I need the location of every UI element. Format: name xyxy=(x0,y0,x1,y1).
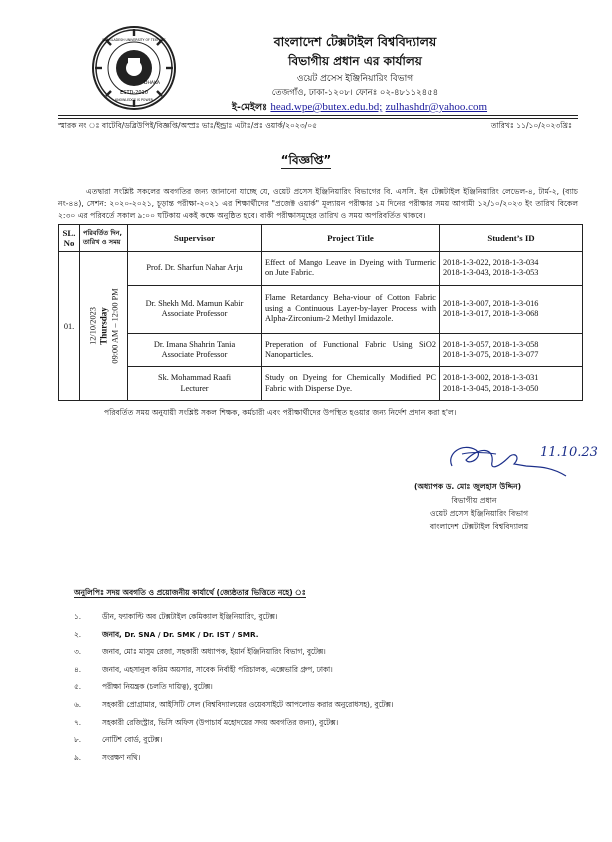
list-item xyxy=(74,718,393,736)
cell-student-ids xyxy=(440,252,583,286)
cell-project: Effect of Mango Leave in Dyeing with Turmeric on Jute Fabric. xyxy=(262,252,440,286)
exam-day: Thursday xyxy=(98,307,108,345)
student-id-line: 2018-1-3-017, 2018-1-3-068 xyxy=(443,309,539,319)
cell-sl: 01. xyxy=(59,252,80,401)
notice-title xyxy=(0,152,612,172)
supervisor-name: Sk. Mohammad Raafi xyxy=(157,373,232,383)
signatory-department: ওয়েট প্রসেস ইঞ্জিনিয়ারিং বিভাগ xyxy=(429,509,529,518)
list-item xyxy=(74,630,393,648)
signatory-name: (অধ্যাপক ড. মোঃ জুলহাস উদ্দিন) xyxy=(414,482,522,491)
list-item xyxy=(74,682,393,700)
signatory-designation: বিভাগীয় প্রধান xyxy=(451,496,497,505)
list-item-number: ৯. xyxy=(74,752,82,762)
list-item-text: সহকারী প্রোগ্রামার, আইসিটি সেল (বিশ্ববিদ্যালয়ের ওয়েবসাইটে আপলোড করার অনুরোধসহ), বুটেক্স। xyxy=(102,699,394,709)
student-id-line: 2018-1-3-057, 2018-1-3-058 xyxy=(443,339,539,349)
logo-year: ESTD-2010 xyxy=(120,90,148,96)
list-item xyxy=(74,700,393,718)
header-divider xyxy=(58,115,578,116)
supervisor-name: Prof. Dr. Sharfun Nahar Arju xyxy=(146,263,243,273)
cell-project: Study on Dyeing for Chemically Modified PC Fabric with Disperse Dye. xyxy=(262,367,440,401)
list-item-text: জনাব, Dr. SNA / Dr. SMK / Dr. IST / SMR. xyxy=(102,629,259,639)
student-id-line: 2018-1-3-007, 2018-1-3-016 xyxy=(443,298,539,308)
signatory-university: বাংলাদেশ টেক্সটাইল বিশ্ববিদ্যালয় xyxy=(429,522,529,531)
cell-supervisor xyxy=(128,333,262,367)
department-name: ওয়েট প্রসেস ইঞ্জিনিয়ারিং বিভাগ xyxy=(296,74,414,84)
student-id-line: 2018-1-3-045, 2018-1-3-050 xyxy=(443,383,539,393)
schedule-table xyxy=(58,224,583,401)
university-logo xyxy=(92,26,176,110)
logo-city: DHAKA xyxy=(144,81,160,86)
cell-student-ids xyxy=(440,367,583,401)
list-item xyxy=(74,612,393,630)
header-supervisor: Supervisor xyxy=(128,225,262,252)
university-name: বাংলাদেশ টেক্সটাইল বিশ্ববিদ্যালয় xyxy=(273,34,437,49)
signature-date: 11.10.23 xyxy=(540,445,598,460)
student-id-line: 2018-1-3-075, 2018-1-3-077 xyxy=(443,350,539,360)
cell-project: Preperation of Functional Fabric Using SiO2 Nanoparticles. xyxy=(262,333,440,367)
table-row xyxy=(59,333,583,367)
table-row xyxy=(59,252,583,286)
header-project: Project Title xyxy=(262,225,440,252)
email-line xyxy=(232,101,487,116)
list-item-number: ৮. xyxy=(74,735,82,745)
list-item-text: জনাব, মোঃ মাসুম রেজা, সহকারী অধ্যাপক, ইয়ার্ন ইঞ্জিনিয়ারিং বিভাগ, বুটেক্স। xyxy=(102,647,326,657)
list-item-text: সহকারী রেজিস্ট্রার, ভিসি অফিস (উপাচার্য মহোদয়ের সদয় অবগতির জন্য), বুটেক্স। xyxy=(102,717,339,727)
list-item-number: ৬. xyxy=(74,699,82,709)
list-item-text: পরীক্ষা নিয়ন্ত্রক (চলতি দায়িত্ব), বুটেক্স। xyxy=(102,682,213,692)
list-item-number: ৩. xyxy=(74,647,82,657)
table-header-row xyxy=(59,225,583,252)
table-row xyxy=(59,367,583,401)
supervisor-title: Lecturer xyxy=(180,383,209,393)
email-link-1[interactable]: head.wpe@butex.edu.bd; xyxy=(270,101,383,113)
list-item-number: ৪. xyxy=(74,664,82,674)
header-divider-thin xyxy=(58,118,578,119)
list-item xyxy=(74,665,393,683)
exam-time: 09:00 AM – 12:00 PM xyxy=(110,288,119,364)
list-item xyxy=(74,647,393,665)
student-id-line: 2018-1-3-002, 2018-1-3-031 xyxy=(443,373,539,383)
student-id-line: 2018-1-3-022, 2018-1-3-034 xyxy=(443,257,539,267)
list-item-number: ১. xyxy=(74,612,82,621)
cell-supervisor xyxy=(128,285,262,333)
email-link-2[interactable]: zulhashdr@yahoo.com xyxy=(385,101,488,113)
list-item-number: ২. xyxy=(74,629,82,639)
student-id-line: 2018-1-3-043, 2018-1-3-053 xyxy=(443,268,539,278)
logo-text-bottom: KNOWLEDGE IS POWER xyxy=(115,98,153,102)
copies-heading xyxy=(74,588,306,600)
list-item-text: সংরক্ষণ নথি। xyxy=(102,752,141,762)
cell-student-ids xyxy=(440,285,583,333)
instruction-note: পরিবর্তিত সময় অনুযায়ী সংশ্লিষ্ট সকল শিক্ষক, কর্মচারী এবং পরীক্ষার্থীদের উপস্থিত হওয়ার জন্য নির্দেশ প্রদান করা হ'ল। xyxy=(104,408,457,417)
cell-supervisor xyxy=(128,367,262,401)
supervisor-title: Associate Professor xyxy=(161,309,228,319)
logo-text-top: BANGLADESH UNIVERSITY OF TEXTILES xyxy=(102,38,166,42)
supervisor-title: Associate Professor xyxy=(161,350,228,360)
list-item-text: জনাব, এহসানুল করিম অয়সার, সাবেক নির্বাহী পরিচালক, এক্সেভারি গ্রুপ, ঢাকা। xyxy=(102,664,333,674)
list-item-number: ৫. xyxy=(74,682,82,692)
address: তেজগাঁও, ঢাকা-১২০৮। ফোনঃ ০২-৪৮১১২৪৫৪ xyxy=(271,88,439,98)
email-label: ই-মেইলঃ xyxy=(232,102,268,113)
header-student: Student’s ID xyxy=(440,225,583,252)
supervisor-name: Dr. Shekh Md. Mamun Kabir xyxy=(145,298,244,308)
supervisor-name: Dr. Imana Shahrin Tania xyxy=(153,339,236,349)
cell-project: Flame Retardancy Beha-viour of Cotton Fabric using a Continuous Layer-by-layer Process with Alpha-Zirconium-2 Methyl Imidazole. xyxy=(262,285,440,333)
office-name: বিভাগীয় প্রধান এর কার্যালয় xyxy=(288,54,422,68)
copies-list xyxy=(74,612,393,770)
list-item xyxy=(74,753,393,771)
signature-mark xyxy=(440,436,600,482)
list-item-text: নোটিশ বোর্ড, বুটেক্স। xyxy=(102,735,163,745)
cell-datetime xyxy=(80,252,128,401)
copies-heading-text: অনুলিপিঃ সদয় অবগতি ও প্রয়োজনীয় কার্যার্থে (জ্যেষ্ঠতার ভিত্তিতে নহে) ঃ xyxy=(74,588,306,597)
cell-supervisor xyxy=(128,252,262,286)
memo-date: তারিখঃ ১১/১০/২০২৩খ্রিঃ xyxy=(490,121,572,130)
table-row xyxy=(59,285,583,333)
cell-student-ids xyxy=(440,333,583,367)
notice-title-text: “বিজ্ঞপ্তি” xyxy=(280,153,332,167)
header-sl: SL. No xyxy=(59,225,80,252)
memo-reference: স্মারক নং ঃ বাটেবি/ডব্লিউপিই/বিজ্ঞপ্তি/অস্প্রঃ ভাঃ/ইন্ড্রাঃ এটাঃ/প্রঃ ওয়ার্ক/২০২৩/০৫ xyxy=(58,121,317,130)
list-item-text: ডীন, ফ্যাকাল্টি অব টেক্সটাইল কেমিক্যাল ইঞ্জিনিয়ারিং, বুটেক্স। xyxy=(102,612,278,621)
notice-paragraph: এতদ্বারা সংশ্লিষ্ট সকলের অবগতির জন্য জানানো যাচ্ছে যে, ওয়েট প্রসেস ইঞ্জিনিয়ারিং বিভাগের বি. এসসি. ইন টেক্সটাইল ইঞ্জিনিয়ারিং লেভেল-৪, টার্ম-২, (ব্যাচ নং-৪৪), সেশন: ২০২০-২০২১, চূড়ান্ত পরীক্ষা-২০২১ এর শিক্ষার্থীদের "প্রজেক্ট ওয়ার্ক" মূল্যায়ন পরীক্ষার ১ম দিনের পরীক্ষার সময় আগামী ১২/১০/২০২৩ ইং তারিখ বিকেল ২:৩০ এর পরিবর্তে সকাল ৯:০০ ঘটিকায় একই কক্ষে অনুষ্ঠিত হবে। বাকী পরীক্ষাসমূহের তারিখ ও সময় অপরিবর্তিত থাকবে। xyxy=(58,187,578,221)
list-item-number: ৭. xyxy=(74,717,82,727)
list-item xyxy=(74,735,393,753)
header-datetime: পরিবর্তিত দিন, তারিখ ও সময় xyxy=(80,225,128,252)
exam-date: 12/10/2023 xyxy=(88,307,97,345)
